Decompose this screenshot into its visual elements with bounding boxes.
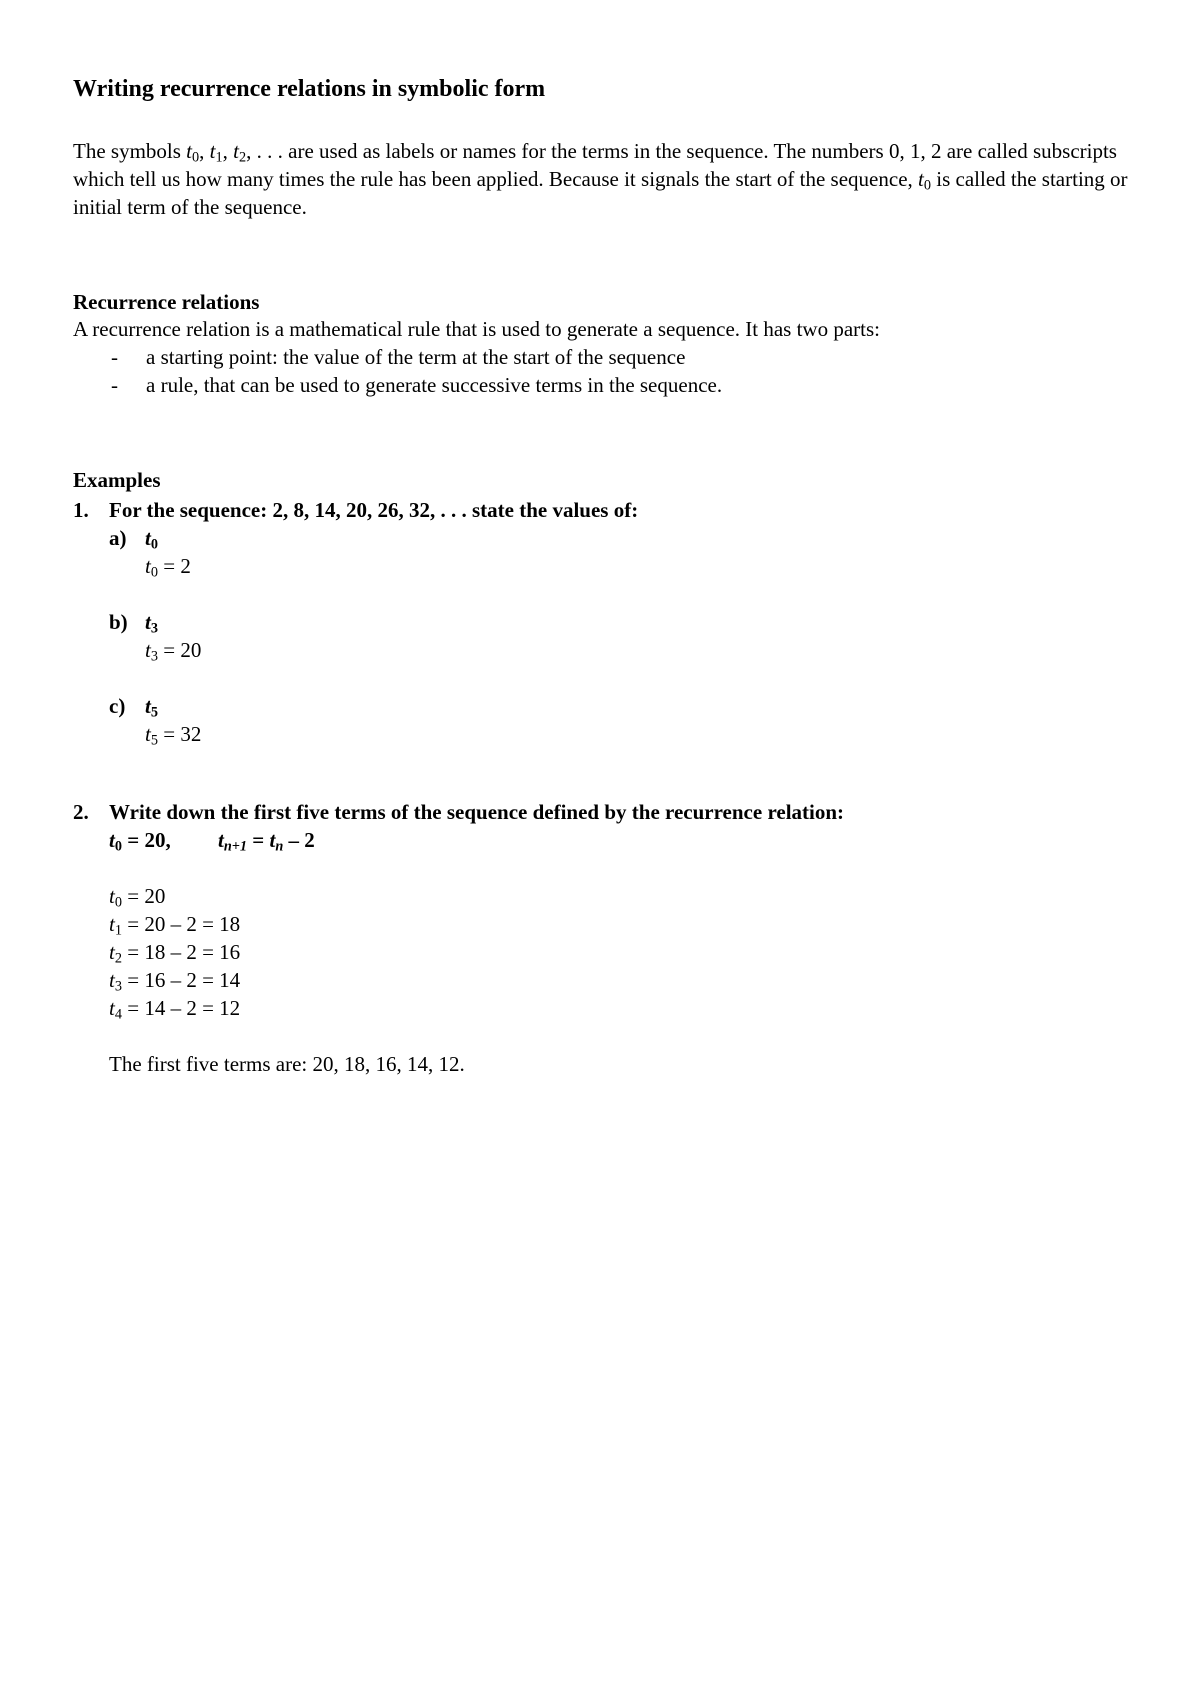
step-line: $t_4 = 14 - 2 = 12$ bbox=[109, 996, 241, 1023]
conclusion-text: The first five terms are: 20, 18, 16, 14, 12. bbox=[109, 1052, 465, 1076]
example-1-question: For the sequence: 2, 8, 14, 20, 26, 32, . . . state the values of: bbox=[109, 498, 639, 522]
part-a-answer: $t_0 = 2$ bbox=[145, 554, 191, 581]
part-a-label: a) bbox=[109, 526, 127, 550]
part-c-label: c) bbox=[109, 694, 126, 718]
bullet-item bbox=[73, 343, 1133, 371]
intro-tstart: t bbox=[918, 167, 924, 191]
examples-heading: Examples bbox=[73, 468, 161, 492]
example-2-question: Write down the first five terms of the sequence defined by the recurrence relation: bbox=[109, 800, 845, 824]
intro-tstart-sub: 0 bbox=[923, 177, 931, 194]
recurrence-heading: Recurrence relations bbox=[73, 290, 260, 314]
part-c-term: $t_5$ bbox=[145, 694, 158, 721]
bullet-text: a rule, that can be used to generate successive terms in the sequence. bbox=[146, 373, 723, 397]
step-line: $t_2 = 18 - 2 = 16$ bbox=[109, 940, 241, 967]
intro-t1: t bbox=[209, 139, 216, 163]
step-line: $t_1 = 20 - 2 = 18$ bbox=[109, 912, 241, 939]
recurrence-relation-rule: $t_{n+1} = t_n - 2$ bbox=[218, 828, 315, 855]
intro-t1-sub: 1 bbox=[215, 149, 223, 166]
example-2-number: 2. bbox=[73, 800, 89, 824]
part-b-term: $t_3$ bbox=[145, 610, 158, 637]
part-b-answer: $t_3 = 20$ bbox=[145, 638, 202, 665]
part-c-answer: $t_5 = 32$ bbox=[145, 722, 202, 749]
step-line: $t_0 = 20$ bbox=[109, 884, 166, 911]
intro-paragraph bbox=[73, 137, 1133, 221]
recurrence-relation-start: $t_0 = 20$, bbox=[109, 828, 171, 855]
intro-sep-2: , bbox=[222, 139, 234, 163]
bullet-dash: - bbox=[111, 345, 118, 369]
intro-t0-sub: 0 bbox=[192, 149, 200, 166]
example-1-number: 1. bbox=[73, 498, 89, 522]
bullet-text: a starting point: the value of the term at the start of the sequence bbox=[146, 345, 686, 369]
intro-t0: t bbox=[186, 139, 193, 163]
intro-text-1: The symbols bbox=[73, 139, 187, 163]
part-a-term: $t_0$ bbox=[145, 526, 158, 553]
document-title: Writing recurrence relations in symbolic form bbox=[73, 76, 546, 102]
intro-t2: t bbox=[233, 139, 239, 163]
step-line: $t_3 = 16 - 2 = 14$ bbox=[109, 968, 241, 995]
intro-t2-sub: 2 bbox=[238, 149, 247, 166]
intro-sep-1: , bbox=[199, 139, 210, 163]
recurrence-definition: A recurrence relation is a mathematical rule that is used to generate a sequence. It has two parts: bbox=[73, 317, 881, 341]
bullet-dash: - bbox=[111, 373, 118, 397]
intro-text-2: , . . . are used as labels or names for the terms in the sequence. The numbers 0, 1, 2 are called subscripts which tell us how many times the rule has been applied. Because it signals the start of the sequence, bbox=[73, 139, 1117, 191]
part-b-label: b) bbox=[109, 610, 128, 634]
intro-text-3: is called the starting or initial term of the sequence. bbox=[73, 167, 1128, 219]
bullet-item bbox=[73, 371, 1133, 399]
